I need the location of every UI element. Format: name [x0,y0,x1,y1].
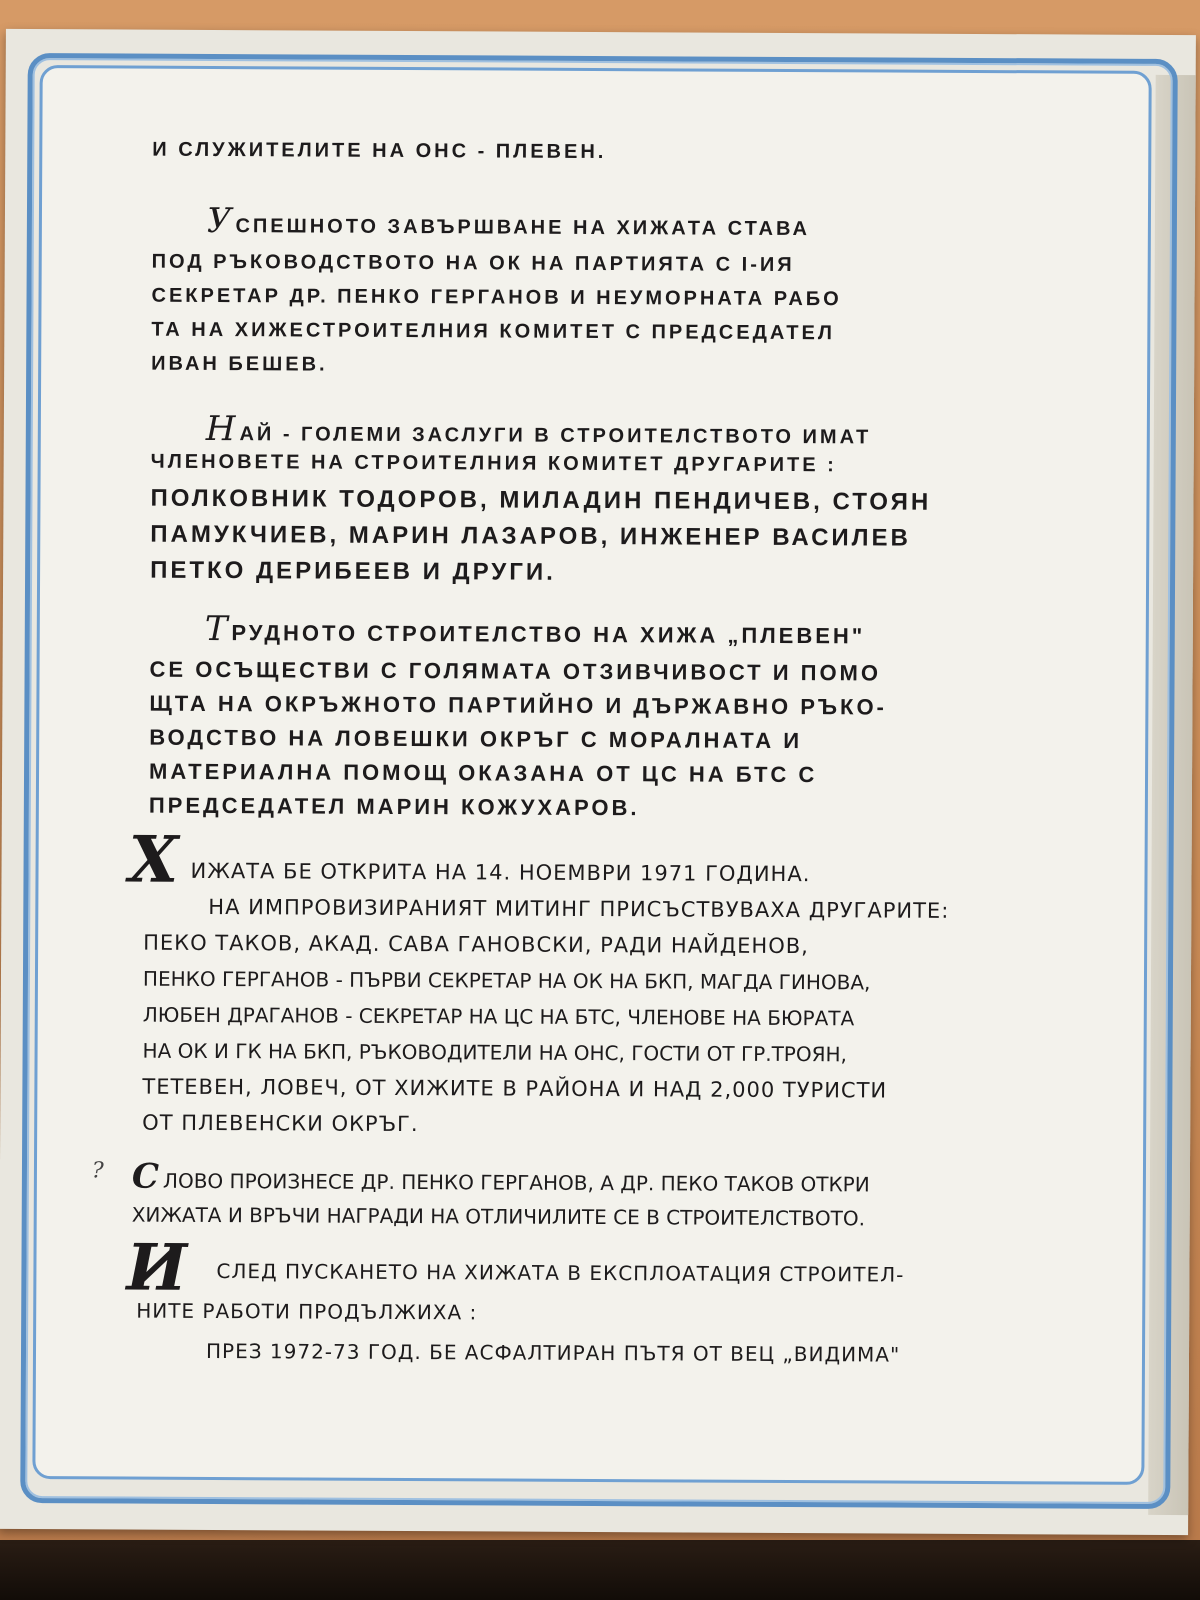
para2-line-4: ПАМУКЧИЕВ, МАРИН ЛАЗАРОВ, ИНЖЕНЕР ВАСИЛЕВ [150,520,911,552]
para4-line-7: ТЕТЕВЕН, ЛОВЕЧ, ОТ ХИЖИТЕ В РАЙОНА И НАД 2,000 ТУРИСТИ [142,1074,888,1103]
para3-line-4: ВОДСТВО НА ЛОВЕШКИ ОКРЪГ С МОРАЛНАТА И [149,724,803,754]
para1-initial: У [206,200,232,242]
para6-line-3: ПРЕЗ 1972-73 ГОД. БЕ АСФАЛТИРАН ПЪТЯ ОТ ВЕЦ „ВИДИМА" [205,1338,901,1367]
para2-line-2: ЧЛЕНОВЕТЕ НА СТРОИТЕЛНИЯ КОМИТЕТ ДРУГАРИТЕ : [150,450,837,477]
para4-line-3: ПЕКО ТАКОВ, АКАД. САВА ГАНОВСКИ, РАДИ НАЙДЕНОВ, [143,930,809,959]
para3-line-5: МАТЕРИАЛНА ПОМОЩ ОКАЗАНА ОТ ЦС НА БТС С [148,758,818,788]
para3-line-1 [205,609,866,652]
para5-text-1: ЛОВО ПРОИЗНЕСЕ ДР. ПЕНКО ГЕРГАНОВ, А ДР. ПЕКО ТАКОВ ОТКРИ [162,1168,870,1197]
para3-line-2: СЕ ОСЪЩЕСТВИ С ГОЛЯМАТА ОТЗИВЧИВОСТ И ПОМО [149,656,882,686]
para6-line-1: СЛЕД ПУСКАНЕТО НА ХИЖАТА В ЕКСПЛОАТАЦИЯ СТРОИТЕЛ- [216,1259,905,1287]
para2-text-1: АЙ - ГОЛЕМИ ЗАСЛУГИ В СТРОИТЕЛСТВОТО ИМАТ [239,423,872,449]
para2-line-5: ПЕТКО ДЕРИБЕЕВ И ДРУГИ. [150,556,556,586]
para1-text-1: СПЕШНОТО ЗАВЪРШВАНЕ НА ХИЖАТА СТАВА [235,215,810,241]
para4-line-6: НА ОК И ГК НА БКП, РЪКОВОДИТЕЛИ НА ОНС, ГОСТИ ОТ ГР.ТРОЯН, [142,1038,847,1067]
para2-initial: Н [205,408,236,450]
para3-initial: Т [204,608,228,650]
para1-line-3: СЕКРЕТАР ДР. ПЕНКО ГЕРГАНОВ И НЕУМОРНАТА РАБО [151,284,842,311]
para4-line-2: НА ИМПРОВИЗИРАНИЯТ МИТИНГ ПРИСЪСТВУВАХА ДРУГАРИТЕ: [208,894,950,923]
para4-line-4: ПЕНКО ГЕРГАНОВ - ПЪРВИ СЕКРЕТАР НА ОК НА БКП, МАГДА ГИНОВА, [142,966,871,995]
para6-initial: И [126,1230,188,1306]
para1-line-1 [207,201,810,244]
document-text [91,68,1112,1473]
para1-line-5: ИВАН БЕШЕВ. [151,352,328,376]
table-shadow [0,1540,1200,1600]
para3-line-3: ЩТА НА ОКРЪЖНОТО ПАРТИЙНО И ДЪРЖАВНО РЪКО- [149,690,887,720]
document-page [0,29,1196,1535]
para2-line-3: ПОЛКОВНИК ТОДОРОВ, МИЛАДИН ПЕНДИЧЕВ, СТОЯН [150,484,932,516]
para4-line-1: ИЖАТА БЕ ОТКРИТА НА 14. НОЕМВРИ 1971 ГОДИНА. [190,858,811,887]
para4-line-5: ЛЮБЕН ДРАГАНОВ - СЕКРЕТАР НА ЦС НА БТС, ЧЛЕНОВЕ НА БЮРАТА [142,1002,855,1031]
para3-text-1: РУДНОТО СТРОИТЕЛСТВО НА ХИЖА „ПЛЕВЕН" [231,620,866,649]
para2-line-1 [206,409,872,452]
para3-line-6: ПРЕДСЕДАТЕЛ МАРИН КОЖУХАРОВ. [148,792,640,821]
para6-line-2: НИТЕ РАБОТИ ПРОДЪЛЖИХА : [136,1298,478,1325]
para1-line-2: ПОД РЪКОВОДСТВОТО НА ОК НА ПАРТИЯТА С I-ИЯ [151,250,795,277]
page-border-inner [32,65,1151,1485]
para4-line-8: ОТ ПЛЕВЕНСКИ ОКРЪГ. [142,1110,419,1137]
para1-line-4: ТА НА ХИЖЕСТРОИТЕЛНИЯ КОМИТЕТ С ПРЕДСЕДАТЕЛ [151,318,835,345]
para4-initial: Х [128,822,179,898]
margin-question-mark: ? [91,1158,104,1184]
para5-line-2: ХИЖАТА И ВРЪЧИ НАГРАДИ НА ОТЛИЧИЛИТЕ СЕ В СТРОИТЕЛСТВОТО. [131,1202,866,1231]
header-line: И СЛУЖИТЕЛИТЕ НА ОНС - ПЛЕВЕН. [152,138,607,164]
para5-line-1 [132,1157,870,1201]
para5-initial: С [131,1156,160,1197]
